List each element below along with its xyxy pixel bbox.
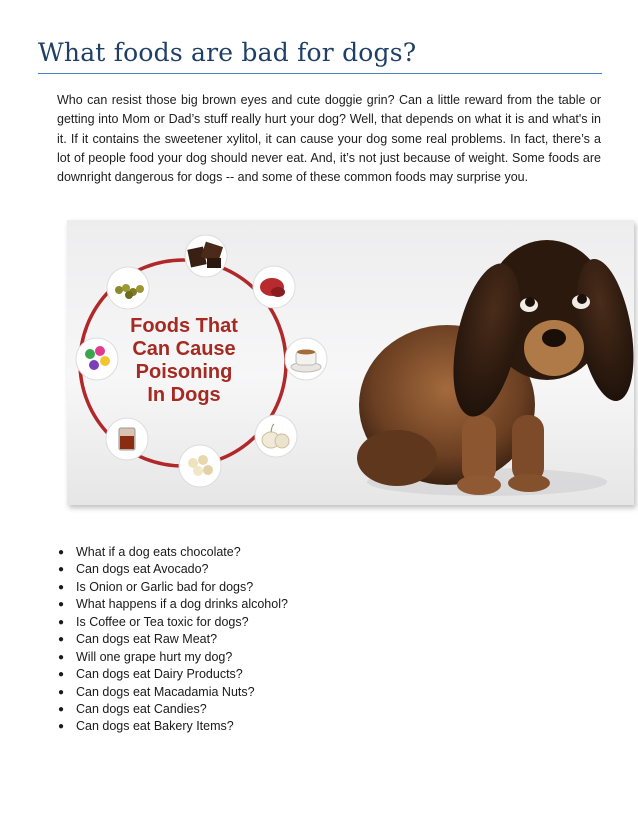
bullet-icon: ● xyxy=(58,686,65,698)
list-item-text: Can dogs eat Bakery Items? xyxy=(76,719,234,734)
title-underline xyxy=(38,73,602,74)
list-item-text: Is Onion or Garlic bad for dogs? xyxy=(76,579,254,594)
infographic-illustration xyxy=(67,220,634,505)
questions-list xyxy=(57,544,288,736)
caption-line-1: Foods That xyxy=(130,315,238,337)
list-item xyxy=(57,666,288,683)
puppy-illustration xyxy=(357,240,634,496)
list-item-text: Can dogs eat Raw Meat? xyxy=(76,632,218,647)
list-item xyxy=(57,631,288,648)
list-item-text: Is Coffee or Tea toxic for dogs? xyxy=(76,614,249,629)
list-item xyxy=(57,596,288,613)
list-item-text: What happens if a dog drinks alcohol? xyxy=(76,597,288,612)
bullet-icon: ● xyxy=(58,634,65,646)
list-item-text: Can dogs eat Candies? xyxy=(76,701,207,716)
bullet-icon: ● xyxy=(58,581,65,593)
bullet-icon: ● xyxy=(58,564,65,576)
intro-paragraph: Who can resist those big brown eyes and cute doggie grin? Can a little reward from the table or getting into Mom or Dad’s stuff really hurt your dog? Well, that depends on what it is and what's in it. If it contains the sweetener xylitol, it can cause your dog some real problems. In fact, there’s a lot of people food your dog should never eat. And, it’s not just because of weight. Some foods are downright dangerous for dogs -- and some of these common foods may surprise you. xyxy=(57,93,601,185)
macadamia-nuts-icon xyxy=(179,445,221,487)
list-item xyxy=(57,579,288,596)
dog-food-poisoning-image xyxy=(67,220,634,505)
raw-meat-icon xyxy=(253,266,295,308)
bullet-icon: ● xyxy=(58,616,65,628)
alcohol-icon xyxy=(106,418,148,460)
caption-line-3: Poisoning xyxy=(135,361,233,383)
bullet-icon: ● xyxy=(58,669,65,681)
chocolate-icon xyxy=(185,235,227,277)
list-item-text: Can dogs eat Macadamia Nuts? xyxy=(76,684,255,699)
bullet-icon: ● xyxy=(58,599,65,611)
list-item xyxy=(57,561,288,578)
list-item-text: What if a dog eats chocolate? xyxy=(76,545,241,559)
list-item xyxy=(57,614,288,631)
list-item xyxy=(57,544,288,561)
bullet-icon: ● xyxy=(58,651,65,663)
bullet-icon: ● xyxy=(58,547,65,558)
list-item xyxy=(57,701,288,718)
bullet-icon: ● xyxy=(58,721,65,733)
page-title: What foods are bad for dogs? xyxy=(38,38,417,67)
list-item xyxy=(57,684,288,701)
candies-icon xyxy=(76,338,118,380)
list-item-text: Can dogs eat Dairy Products? xyxy=(76,667,243,682)
list-item xyxy=(57,649,288,666)
coffee-icon xyxy=(285,338,327,380)
caption-line-2: Can Cause xyxy=(132,338,236,360)
caption-line-4: In Dogs xyxy=(147,384,221,406)
list-item xyxy=(57,718,288,735)
garlic-icon xyxy=(255,415,297,457)
list-item-text: Will one grape hurt my dog? xyxy=(76,649,233,664)
list-item-text: Can dogs eat Avocado? xyxy=(76,562,209,577)
grapes-icon xyxy=(107,267,149,309)
bullet-icon: ● xyxy=(58,703,65,715)
